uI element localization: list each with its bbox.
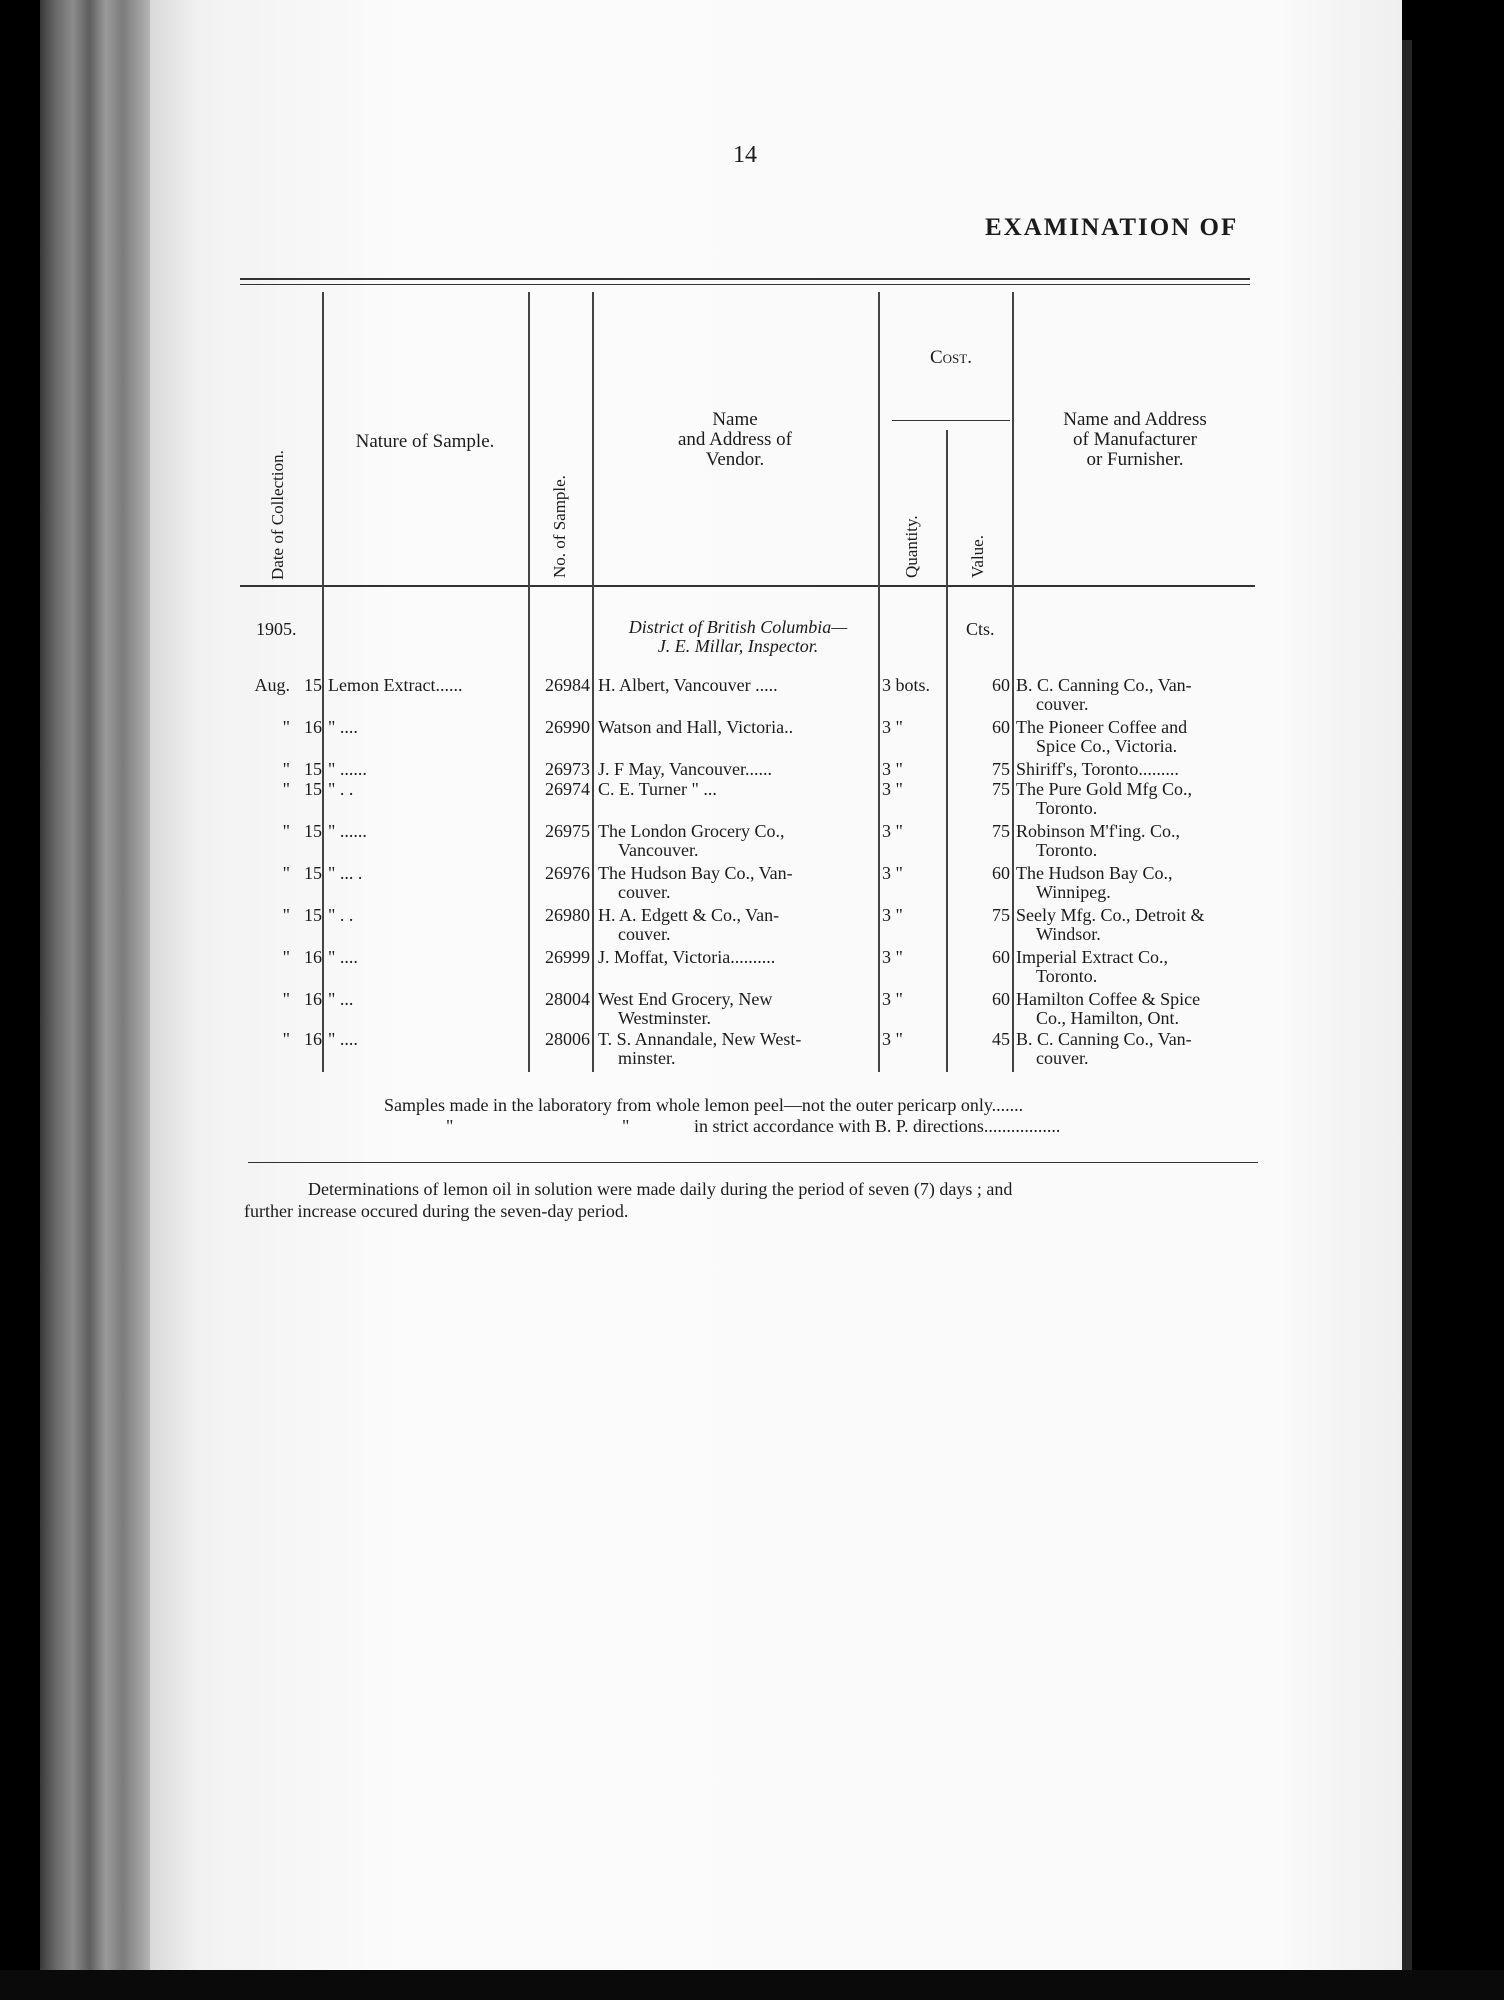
cell-vendor-cont: Westminster. — [618, 1008, 712, 1028]
cell-qty: 3 " — [882, 717, 903, 737]
column-divider-1 — [322, 292, 324, 1072]
header-nature: Nature of Sample. — [355, 431, 495, 452]
cell-qty: 3 " — [882, 947, 903, 967]
cell-manufacturer-cont: Toronto. — [1036, 798, 1098, 818]
cell-value: 60 — [992, 863, 1010, 883]
paragraph-line-1: Determinations of lemon oil in solution were made daily during the period of seven (7) days ; and — [308, 1179, 1013, 1199]
cell-value: 60 — [992, 717, 1010, 737]
district-line2: J. E. Millar, Inspector. — [657, 636, 819, 656]
cell-nature: " ... — [328, 989, 354, 1009]
header-manufacturer-line2: of Manufacturer — [1073, 429, 1197, 450]
cell-month: " — [282, 989, 290, 1009]
cell-month: " — [282, 759, 290, 779]
cell-manufacturer: The Pure Gold Mfg Co., — [1016, 779, 1192, 799]
cell-manufacturer: B. C. Canning Co., Van- — [1016, 675, 1192, 695]
cell-qty: 3 " — [882, 863, 903, 883]
cell-day: 15 — [304, 905, 322, 925]
column-divider-3 — [592, 292, 594, 1072]
column-divider-4 — [878, 292, 880, 1072]
district-line1: District of British Columbia— — [628, 617, 848, 637]
cell-day: 16 — [304, 717, 322, 737]
cell-month: " — [282, 821, 290, 841]
cell-number: 26980 — [545, 905, 590, 925]
cell-manufacturer: The Pioneer Coffee and — [1016, 717, 1188, 737]
footnote-2: in strict accordance with B. P. directions................. — [694, 1116, 1061, 1136]
cell-month: " — [282, 863, 290, 883]
table-bottom-rule — [248, 1162, 1258, 1163]
page-edge — [1402, 40, 1412, 1970]
cell-manufacturer-cont: Toronto. — [1036, 840, 1098, 860]
cell-number: 26976 — [545, 863, 590, 883]
header-quantity: Quantity. — [902, 515, 921, 578]
header-manufacturer-line3: or Furnisher. — [1086, 449, 1184, 470]
cell-vendor: The Hudson Bay Co., Van- — [598, 863, 793, 883]
cell-number: 26999 — [545, 947, 590, 967]
year-label: 1905. — [256, 619, 297, 639]
cell-value: 75 — [992, 905, 1010, 925]
cell-manufacturer: B. C. Canning Co., Van- — [1016, 1029, 1192, 1049]
cost-sub-rule — [892, 420, 1010, 421]
cell-nature: " . . — [328, 905, 354, 925]
footnote-1: Samples made in the laboratory from whole lemon peel—not the outer pericarp only....... — [384, 1095, 1024, 1115]
cell-manufacturer: Imperial Extract Co., — [1016, 947, 1168, 967]
district-heading — [600, 618, 876, 656]
cell-number: 26975 — [545, 821, 590, 841]
header-date: Date of Collection. — [268, 450, 287, 580]
cell-vendor: Watson and Hall, Victoria.. — [598, 717, 794, 737]
cell-day: 15 — [304, 821, 322, 841]
cell-day: 16 — [304, 947, 322, 967]
header-vendor-line3: Vendor. — [705, 449, 765, 470]
header-cost: Cost. — [930, 347, 972, 368]
cell-vendor: H. Albert, Vancouver ..... — [598, 675, 778, 695]
page-number: 14 — [733, 142, 757, 168]
cell-value: 60 — [992, 675, 1010, 695]
paragraph-line-2: further increase occured during the seven-day period. — [244, 1201, 629, 1221]
cell-month: " — [282, 779, 290, 799]
cell-vendor: H. A. Edgett & Co., Van- — [598, 905, 780, 925]
cell-day: 15 — [304, 779, 322, 799]
cell-manufacturer: Robinson M'f'ing. Co., — [1016, 821, 1181, 841]
cell-day: 16 — [304, 989, 322, 1009]
column-divider-5 — [946, 430, 948, 1072]
cell-value: 75 — [992, 821, 1010, 841]
header-manufacturer — [1020, 410, 1250, 470]
cell-value: 45 — [992, 1029, 1010, 1049]
cell-vendor: The London Grocery Co., — [598, 821, 785, 841]
cell-vendor: West End Grocery, New — [598, 989, 773, 1009]
cell-vendor-cont: Vancouver. — [618, 840, 699, 860]
header-vendor-line2: and Address of — [678, 429, 792, 450]
cell-value: 60 — [992, 947, 1010, 967]
cell-manufacturer-cont: couver. — [1036, 694, 1089, 714]
book-binding — [40, 0, 150, 1970]
cell-nature: " ... . — [328, 863, 363, 883]
cell-manufacturer: The Hudson Bay Co., — [1016, 863, 1173, 883]
cell-qty: 3 " — [882, 905, 903, 925]
cell-vendor: J. Moffat, Victoria.......... — [598, 947, 776, 967]
cell-manufacturer-cont: Spice Co., Victoria. — [1036, 736, 1178, 756]
cell-vendor: T. S. Annandale, New West- — [598, 1029, 802, 1049]
cell-qty: 3 " — [882, 989, 903, 1009]
scan-border — [0, 1970, 1504, 2000]
cell-manufacturer-cont: Winnipeg. — [1036, 882, 1111, 902]
cell-qty: 3 " — [882, 1029, 903, 1049]
cell-vendor: J. F May, Vancouver...... — [598, 759, 772, 779]
footnote-2-ditto-1: " — [446, 1116, 454, 1136]
cell-number: 26990 — [545, 717, 590, 737]
cell-day: 15 — [304, 675, 322, 695]
table-top-rule — [240, 278, 1250, 280]
cell-day: 16 — [304, 1029, 322, 1049]
cell-manufacturer: Shiriff's, Toronto......... — [1016, 759, 1179, 779]
cell-month: " — [282, 717, 290, 737]
cell-nature: " .... — [328, 947, 358, 967]
cell-manufacturer-cont: Co., Hamilton, Ont. — [1036, 1008, 1179, 1028]
value-unit: Cts. — [966, 619, 995, 639]
table-top-rule-thin — [240, 284, 1250, 285]
cell-day: 15 — [304, 759, 322, 779]
running-head: EXAMINATION OF — [985, 214, 1239, 241]
cell-vendor-cont: couver. — [618, 924, 671, 944]
header-vendor-line1: Name — [712, 409, 758, 430]
cell-nature: Lemon Extract...... — [328, 675, 463, 695]
cell-nature: " ...... — [328, 759, 367, 779]
header-vendor — [600, 410, 870, 470]
cell-nature: " ...... — [328, 821, 367, 841]
cell-month: " — [282, 905, 290, 925]
cell-number: 28006 — [545, 1029, 590, 1049]
header-value: Value. — [968, 535, 987, 578]
cell-value: 60 — [992, 989, 1010, 1009]
cell-nature: " .... — [328, 717, 358, 737]
cell-day: 15 — [304, 863, 322, 883]
header-number: No. of Sample. — [550, 475, 569, 578]
cell-number: 28004 — [545, 989, 590, 1009]
header-manufacturer-line1: Name and Address — [1063, 409, 1207, 430]
cell-nature: " .... — [328, 1029, 358, 1049]
header-bottom-rule — [240, 585, 1255, 587]
cell-qty: 3 " — [882, 759, 903, 779]
cell-month: " — [282, 947, 290, 967]
cell-number: 26974 — [545, 779, 590, 799]
cell-manufacturer-cont: Toronto. — [1036, 966, 1098, 986]
document-page — [150, 0, 1402, 1970]
cell-value: 75 — [992, 779, 1010, 799]
cell-qty: 3 bots. — [882, 675, 931, 695]
cell-number: 26984 — [545, 675, 590, 695]
cell-qty: 3 " — [882, 821, 903, 841]
cell-value: 75 — [992, 759, 1010, 779]
cell-manufacturer: Seely Mfg. Co., Detroit & — [1016, 905, 1205, 925]
cell-qty: 3 " — [882, 779, 903, 799]
cell-manufacturer-cont: couver. — [1036, 1048, 1089, 1068]
cell-vendor: C. E. Turner " ... — [598, 779, 717, 799]
cell-month: " — [282, 1029, 290, 1049]
column-divider-6 — [1012, 292, 1014, 1072]
cell-vendor-cont: couver. — [618, 882, 671, 902]
cell-number: 26973 — [545, 759, 590, 779]
footnote-2-ditto-2: " — [622, 1116, 630, 1136]
cell-nature: " . . — [328, 779, 354, 799]
cell-manufacturer-cont: Windsor. — [1036, 924, 1101, 944]
cell-vendor-cont: minster. — [618, 1048, 676, 1068]
cell-manufacturer: Hamilton Coffee & Spice — [1016, 989, 1201, 1009]
cell-month: Aug. — [254, 675, 290, 695]
